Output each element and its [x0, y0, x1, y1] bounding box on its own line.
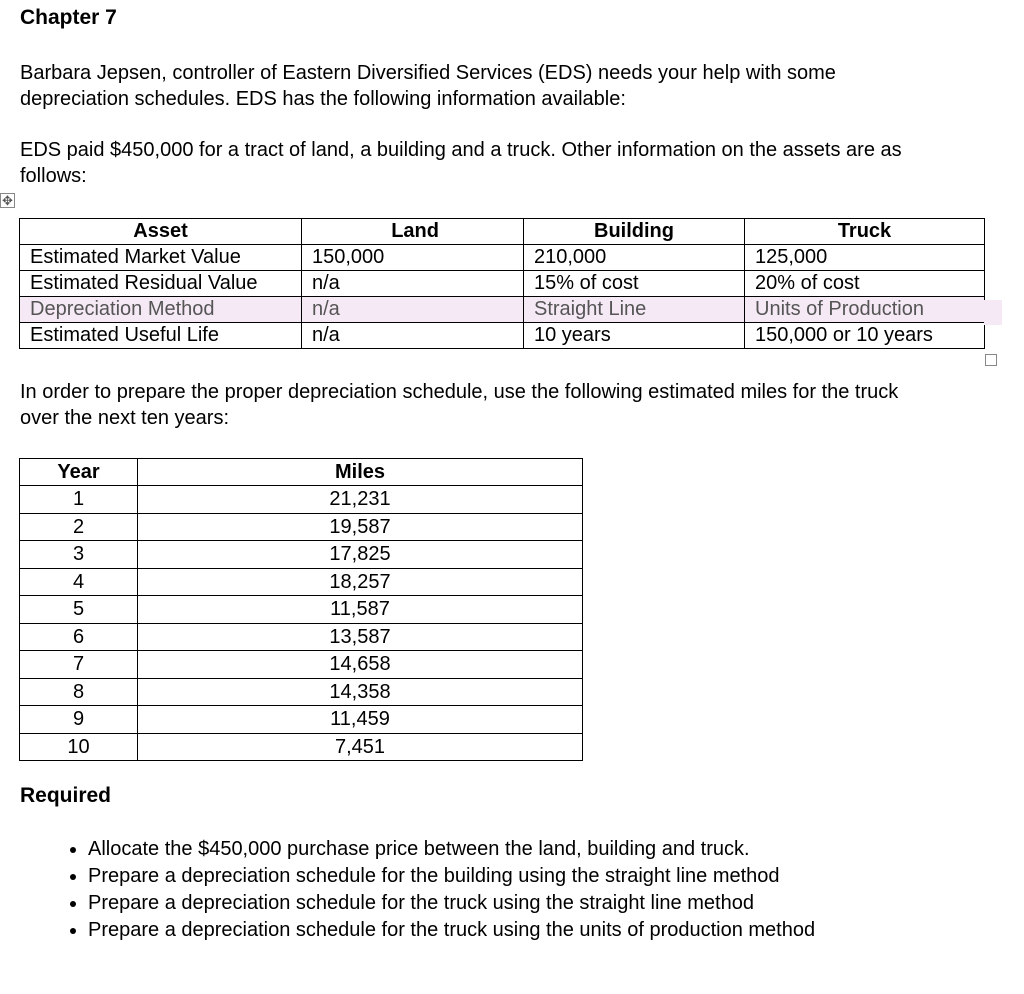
year-cell: 4 [20, 568, 138, 596]
table-row-highlighted [20, 297, 985, 323]
truck-value: Units of Production [745, 297, 985, 323]
year-cell: 5 [20, 596, 138, 624]
miles-cell: 11,459 [138, 706, 583, 734]
miles-table-header-row [20, 459, 583, 486]
required-list [48, 836, 948, 944]
table-row [20, 271, 985, 297]
truck-header: Truck [745, 219, 985, 245]
list-item: • Prepare a depreciation schedule for the building using the straight line method [88, 863, 948, 890]
miles-table [19, 458, 583, 761]
intro-paragraph: Barbara Jepsen, controller of Eastern Diversified Services (EDS) needs your help with some depreciation schedules. EDS has the following information available: [20, 62, 836, 110]
year-header: Year [20, 459, 138, 486]
miles-cell: 11,587 [138, 596, 583, 624]
table-row [20, 623, 583, 651]
land-value: 150,000 [302, 245, 524, 271]
building-value: 10 years [524, 323, 745, 349]
asset-table-header-row [20, 219, 985, 245]
table-row [20, 568, 583, 596]
row-highlight-extension [984, 300, 1002, 325]
list-item: • Allocate the $450,000 purchase price between the land, building and truck. [88, 836, 948, 863]
year-cell: 7 [20, 651, 138, 679]
year-cell: 3 [20, 541, 138, 569]
land-value: n/a [302, 297, 524, 323]
year-cell: 10 [20, 733, 138, 761]
miles-cell: 14,358 [138, 678, 583, 706]
asset-table [19, 218, 985, 349]
building-header: Building [524, 219, 745, 245]
land-value: n/a [302, 323, 524, 349]
purchase-paragraph: EDS paid $450,000 for a tract of land, a building and a truck. Other information on the assets are as follows: [20, 139, 902, 187]
table-row [20, 513, 583, 541]
land-value: n/a [302, 271, 524, 297]
row-label: Estimated Useful Life [20, 323, 302, 349]
truck-value: 150,000 or 10 years [745, 323, 985, 349]
table-row [20, 651, 583, 679]
miles-cell: 19,587 [138, 513, 583, 541]
required-heading: Required [20, 784, 112, 807]
miles-intro-paragraph: In order to prepare the proper depreciation schedule, use the following estimated miles for the truck over the next ten years: [20, 381, 899, 429]
list-item: • Prepare a depreciation schedule for the truck using the units of production method [88, 917, 948, 944]
table-row [20, 678, 583, 706]
year-cell: 9 [20, 706, 138, 734]
miles-cell: 18,257 [138, 568, 583, 596]
miles-cell: 13,587 [138, 623, 583, 651]
table-move-handle-icon[interactable]: ✥ [0, 193, 15, 208]
row-label: Estimated Market Value [20, 245, 302, 271]
table-resize-handle-icon[interactable] [985, 354, 997, 366]
year-cell: 1 [20, 486, 138, 514]
miles-cell: 14,658 [138, 651, 583, 679]
row-label: Estimated Residual Value [20, 271, 302, 297]
table-row [20, 596, 583, 624]
miles-header: Miles [138, 459, 583, 486]
list-item: • Prepare a depreciation schedule for the truck using the straight line method [88, 890, 948, 917]
table-row [20, 486, 583, 514]
building-value: Straight Line [524, 297, 745, 323]
truck-value: 20% of cost [745, 271, 985, 297]
row-label: Depreciation Method [20, 297, 302, 323]
year-cell: 6 [20, 623, 138, 651]
miles-cell: 17,825 [138, 541, 583, 569]
truck-value: 125,000 [745, 245, 985, 271]
building-value: 210,000 [524, 245, 745, 271]
building-value: 15% of cost [524, 271, 745, 297]
asset-header: Asset [20, 219, 302, 245]
land-header: Land [302, 219, 524, 245]
table-row [20, 706, 583, 734]
table-row [20, 245, 985, 271]
table-row [20, 541, 583, 569]
miles-cell: 21,231 [138, 486, 583, 514]
table-row [20, 733, 583, 761]
year-cell: 2 [20, 513, 138, 541]
table-row [20, 323, 985, 349]
miles-cell: 7,451 [138, 733, 583, 761]
chapter-title: Chapter 7 [20, 6, 117, 29]
year-cell: 8 [20, 678, 138, 706]
